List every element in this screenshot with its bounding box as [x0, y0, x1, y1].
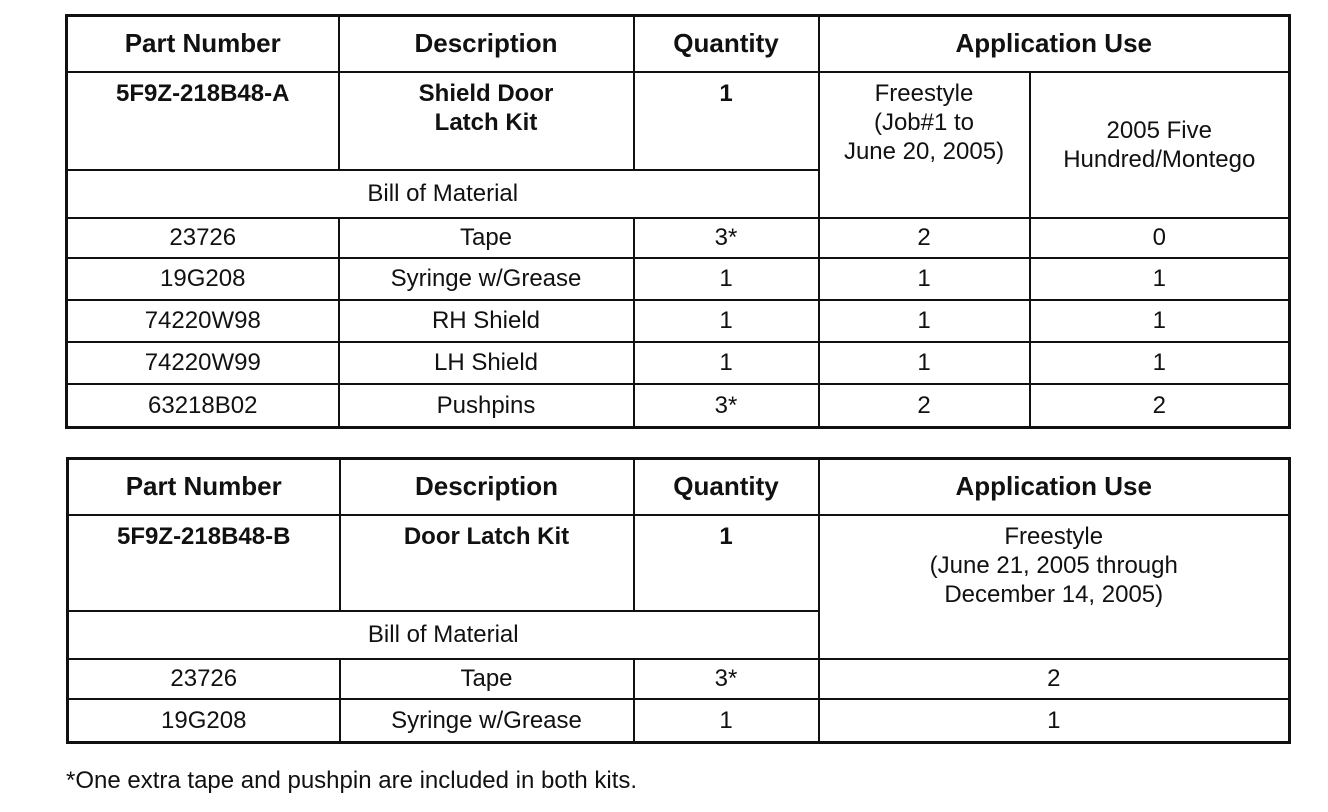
use-five-hundred-cell: 1	[1030, 300, 1290, 342]
kit-a-app2-line1: 2005 Five	[1106, 116, 1212, 144]
description-cell: LH Shield	[339, 342, 634, 384]
header-application-use: Application Use	[819, 16, 1290, 72]
kit-b-bill-of-material: Bill of Material	[68, 611, 819, 659]
quantity-cell: 3*	[634, 218, 819, 258]
kit-a-description	[339, 72, 634, 170]
use-cell: 2	[819, 659, 1290, 699]
quantity-cell: 3*	[634, 659, 819, 699]
quantity-cell: 1	[634, 699, 819, 743]
use-five-hundred-cell: 1	[1030, 258, 1290, 300]
use-five-hundred-cell: 0	[1030, 218, 1290, 258]
kit-a-application-freestyle	[819, 72, 1030, 218]
quantity-cell: 1	[634, 342, 819, 384]
kit-a-kit-row	[67, 72, 1290, 170]
header-part-number: Part Number	[68, 459, 340, 515]
part-cell: 23726	[68, 659, 340, 699]
header-description: Description	[340, 459, 634, 515]
table-row	[67, 218, 1290, 258]
kit-b-app-line2: (June 21, 2005 through	[929, 551, 1178, 579]
kit-a-app1-line3: June 20, 2005)	[843, 137, 1005, 165]
kit-b-quantity: 1	[634, 515, 819, 611]
kit-b-header-row	[68, 459, 1290, 515]
part-cell: 23726	[67, 218, 339, 258]
quantity-cell: 1	[634, 300, 819, 342]
quantity-cell: 3*	[634, 384, 819, 428]
kit-a-header-row	[67, 16, 1290, 72]
kit-b-application-freestyle	[819, 515, 1290, 659]
header-quantity: Quantity	[634, 16, 819, 72]
part-cell: 74220W99	[67, 342, 339, 384]
kit-b-kit-row	[68, 515, 1290, 611]
kit-b-table	[66, 457, 1291, 744]
description-cell: Pushpins	[339, 384, 634, 428]
description-cell: Syringe w/Grease	[340, 699, 634, 743]
part-cell: 19G208	[68, 699, 340, 743]
kit-a-table	[65, 14, 1291, 429]
header-application-use: Application Use	[819, 459, 1290, 515]
kit-a-part-number: 5F9Z-218B48-A	[67, 72, 339, 170]
table-row	[67, 342, 1290, 384]
table-row	[68, 699, 1290, 743]
kit-a-quantity: 1	[634, 72, 819, 170]
use-freestyle-cell: 1	[819, 258, 1030, 300]
description-cell: RH Shield	[339, 300, 634, 342]
part-cell: 63218B02	[67, 384, 339, 428]
kit-b-app-line1: Freestyle	[1004, 522, 1104, 550]
footnote: *One extra tape and pushpin are included in both kits.	[66, 767, 638, 794]
use-freestyle-cell: 2	[819, 384, 1030, 428]
kit-a-application-five-hundred	[1030, 72, 1290, 218]
table-row	[68, 659, 1290, 699]
use-five-hundred-cell: 1	[1030, 342, 1290, 384]
kit-b-app-line3: December 14, 2005)	[944, 580, 1164, 608]
use-freestyle-cell: 1	[819, 300, 1030, 342]
part-cell: 74220W98	[67, 300, 339, 342]
kit-a-bill-of-material: Bill of Material	[67, 170, 819, 218]
quantity-cell: 1	[634, 258, 819, 300]
use-freestyle-cell: 1	[819, 342, 1030, 384]
table-row	[67, 384, 1290, 428]
description-cell: Tape	[339, 218, 634, 258]
kit-a-app1-line2: (Job#1 to	[873, 108, 975, 136]
header-description: Description	[339, 16, 634, 72]
kit-b-part-number: 5F9Z-218B48-B	[68, 515, 340, 611]
kit-a-description-line1: Shield Door	[418, 79, 554, 107]
table-row	[67, 300, 1290, 342]
header-part-number: Part Number	[67, 16, 339, 72]
part-cell: 19G208	[67, 258, 339, 300]
header-quantity: Quantity	[634, 459, 819, 515]
use-freestyle-cell: 2	[819, 218, 1030, 258]
table-row	[67, 258, 1290, 300]
use-five-hundred-cell: 2	[1030, 384, 1290, 428]
description-cell: Syringe w/Grease	[339, 258, 634, 300]
kit-b-description: Door Latch Kit	[340, 515, 634, 611]
kit-a-app1-line1: Freestyle	[874, 79, 974, 107]
kit-a-app2-line2: Hundred/Montego	[1063, 145, 1256, 173]
kit-a-description-line2: Latch Kit	[434, 108, 538, 136]
description-cell: Tape	[340, 659, 634, 699]
use-cell: 1	[819, 699, 1290, 743]
